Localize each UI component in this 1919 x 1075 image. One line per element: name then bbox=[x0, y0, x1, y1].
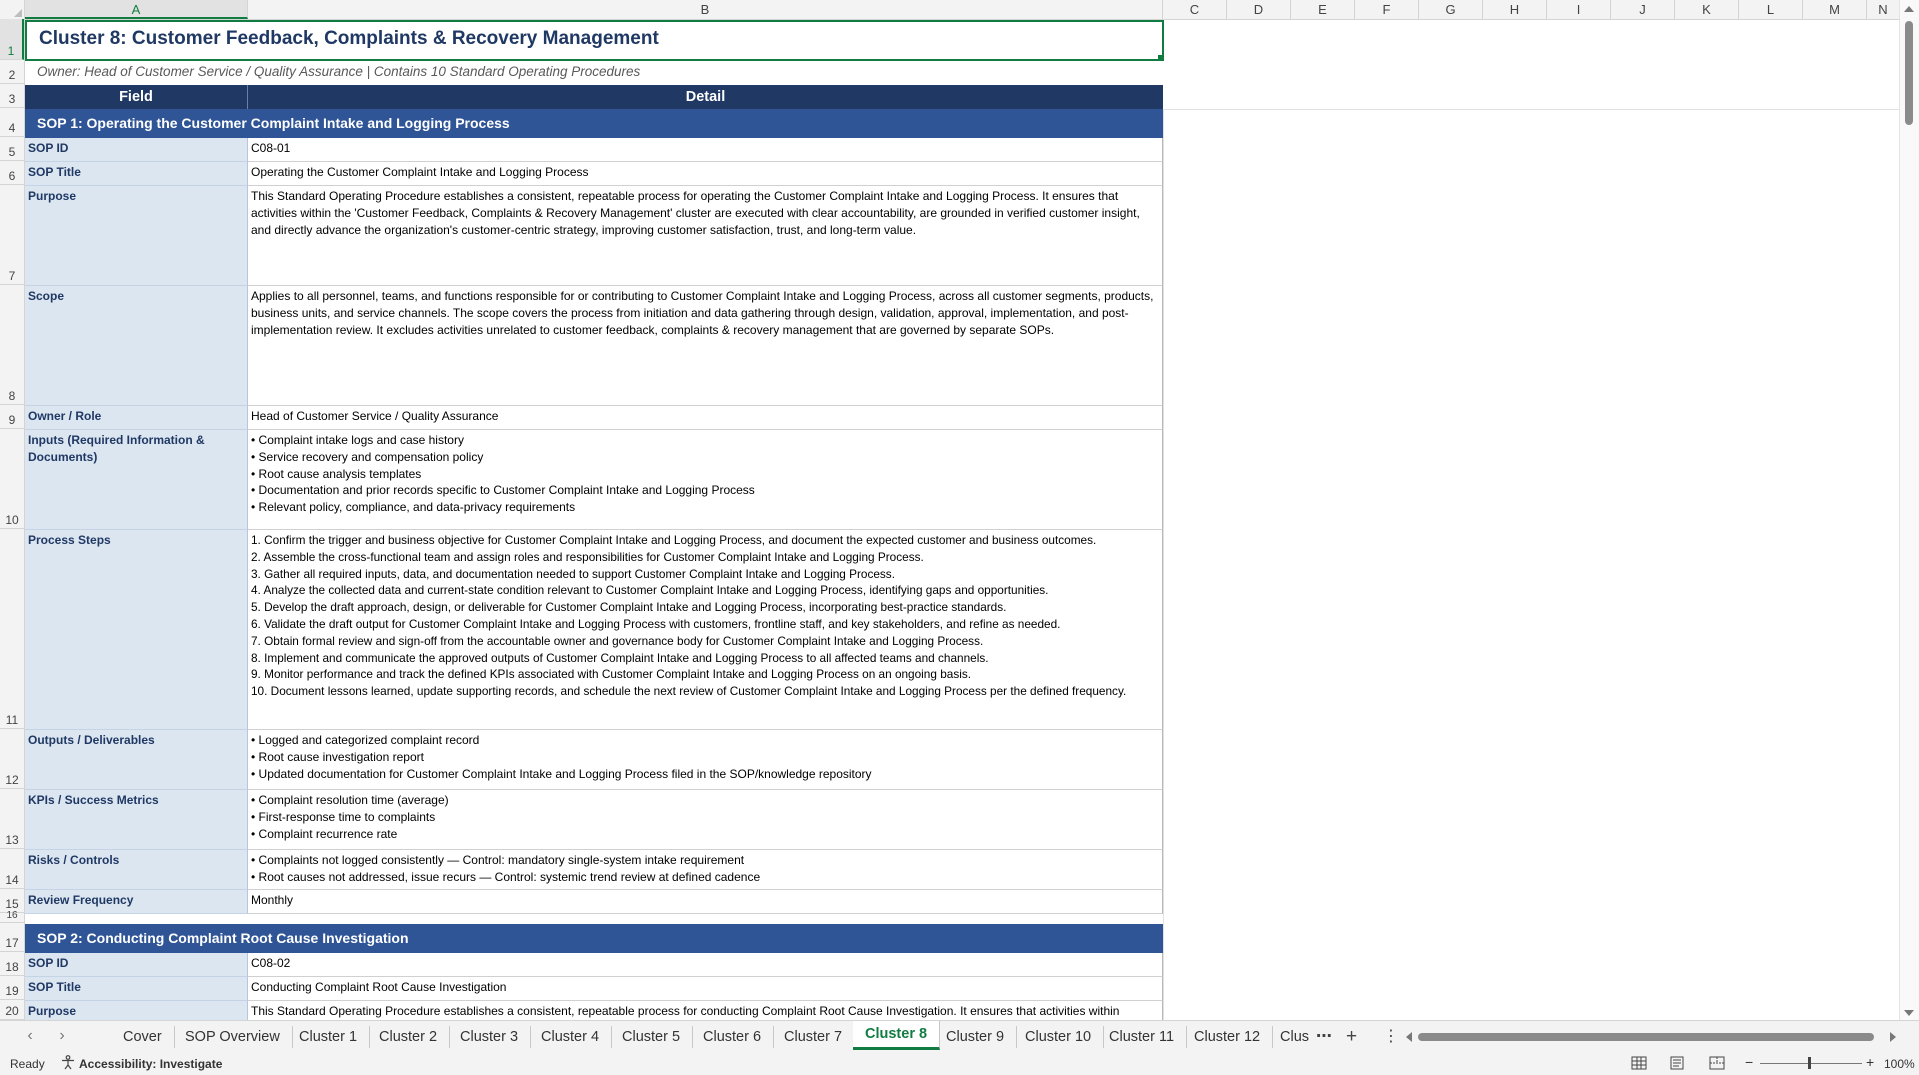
sheet-tab-sop-overview[interactable]: SOP Overview bbox=[173, 1026, 293, 1048]
sheet-tab-truncated[interactable]: Clus bbox=[1280, 1029, 1310, 1045]
detail-value[interactable]: C08-01 bbox=[248, 138, 1163, 162]
vertical-scrollbar[interactable] bbox=[1899, 0, 1919, 1020]
detail-value[interactable]: Applies to all personnel, teams, and functions responsible for or contributing to Customer Complaint Intake and Logging Process, across all customer segments, products, business units, and service channels. The scope covers the process from initiation and data gathering through design, validation, approval, implementation, and post-implementation review. It excludes activities unrelated to customer feedback, complaints & recovery management that are governed by separate SOPs. bbox=[248, 286, 1163, 406]
zoom-level[interactable]: 100% bbox=[1884, 1057, 1915, 1071]
column-header-n[interactable]: N bbox=[1867, 0, 1900, 19]
accessibility-status[interactable]: Accessibility: Investigate bbox=[79, 1057, 223, 1071]
sheet-title[interactable]: Cluster 8: Customer Feedback, Complaints & Recovery Management bbox=[25, 20, 1164, 61]
sheet-tab-bar bbox=[0, 1020, 1919, 1053]
normal-view-icon[interactable] bbox=[1630, 1055, 1650, 1071]
gridline bbox=[1163, 109, 1164, 1020]
field-label[interactable]: SOP Title bbox=[25, 977, 248, 1001]
column-header-i[interactable]: I bbox=[1547, 0, 1611, 19]
sheet-tab-cluster-6[interactable]: Cluster 6 bbox=[691, 1026, 774, 1048]
detail-value[interactable]: • Logged and categorized complaint record • Root cause investigation report • Updated documentation for Customer Complaint Intake and Logging Process filed in the SOP/knowledge repository bbox=[248, 730, 1163, 790]
scroll-right-icon[interactable] bbox=[1890, 1032, 1896, 1042]
row-header[interactable]: 2 bbox=[0, 60, 24, 84]
field-label[interactable]: SOP ID bbox=[25, 138, 248, 162]
row-header[interactable]: 6 bbox=[0, 161, 24, 185]
field-label[interactable]: Process Steps bbox=[25, 530, 248, 730]
column-header-e[interactable]: E bbox=[1291, 0, 1355, 19]
column-header-a[interactable]: A bbox=[25, 0, 248, 19]
sheet-tab-cluster-10[interactable]: Cluster 10 bbox=[1013, 1026, 1104, 1048]
sheet-tab-cluster-9[interactable]: Cluster 9 bbox=[934, 1026, 1017, 1048]
detail-value[interactable]: • Complaints not logged consistently — Control: mandatory single-system intake requirement • Root causes not addressed, issue recurs — Control: systemic trend review at defined cadence bbox=[248, 850, 1163, 890]
sheet-tab-cover[interactable]: Cover bbox=[111, 1026, 175, 1048]
zoom-slider-track[interactable] bbox=[1760, 1063, 1862, 1064]
tab-scroll-left-icon[interactable]: ‹ bbox=[27, 1027, 33, 1044]
scroll-down-icon[interactable] bbox=[1904, 1010, 1914, 1016]
row-header[interactable]: 1 bbox=[0, 19, 24, 60]
field-label[interactable]: Scope bbox=[25, 286, 248, 406]
detail-value[interactable]: Operating the Customer Complaint Intake and Logging Process bbox=[248, 162, 1163, 186]
status-bar bbox=[0, 1052, 1919, 1075]
field-label[interactable]: SOP Title bbox=[25, 162, 248, 186]
header-field[interactable]: Field bbox=[25, 85, 248, 109]
field-label[interactable]: SOP ID bbox=[25, 953, 248, 977]
sheet-tab-cluster-5[interactable]: Cluster 5 bbox=[610, 1026, 693, 1048]
column-header-bar bbox=[0, 0, 1900, 20]
page-break-view-icon[interactable] bbox=[1708, 1055, 1728, 1071]
row-header[interactable]: 14 bbox=[0, 849, 24, 889]
row-header[interactable]: 9 bbox=[0, 405, 24, 429]
row-header[interactable]: 7 bbox=[0, 185, 24, 285]
row-header-bar bbox=[0, 19, 25, 1020]
header-detail[interactable]: Detail bbox=[248, 85, 1163, 109]
column-header-k[interactable]: K bbox=[1675, 0, 1739, 19]
row-header[interactable]: 19 bbox=[0, 976, 24, 1000]
detail-value[interactable]: Conducting Complaint Root Cause Investigation bbox=[248, 977, 1163, 1001]
detail-value[interactable]: This Standard Operating Procedure establishes a consistent, repeatable process for conducting Complaint Root Cause Investigation. It ensures that activities within bbox=[248, 1001, 1163, 1020]
page-layout-view-icon[interactable] bbox=[1668, 1055, 1688, 1071]
worksheet-grid[interactable] bbox=[25, 20, 1900, 1020]
field-label[interactable]: Review Frequency bbox=[25, 890, 248, 914]
row-header[interactable]: 20 bbox=[0, 1000, 24, 1020]
select-all-corner[interactable] bbox=[0, 0, 25, 19]
row-header[interactable]: 11 bbox=[0, 529, 24, 729]
scroll-up-icon[interactable] bbox=[1904, 6, 1914, 12]
detail-value[interactable]: • Complaint resolution time (average) • First-response time to complaints • Complaint recurrence rate bbox=[248, 790, 1163, 850]
more-tabs-icon[interactable]: ⋯ bbox=[1316, 1028, 1332, 1045]
field-label[interactable]: Inputs (Required Information & Documents) bbox=[25, 430, 248, 530]
sheet-tab-cluster-3[interactable]: Cluster 3 bbox=[448, 1026, 531, 1048]
row-header[interactable]: 17 bbox=[0, 923, 24, 952]
sheet-options-icon[interactable]: ⋮ bbox=[1383, 1028, 1399, 1045]
sheet-tab-cluster-12[interactable]: Cluster 12 bbox=[1182, 1026, 1273, 1048]
row-header[interactable]: 8 bbox=[0, 285, 24, 405]
sheet-tab-cluster-1[interactable]: Cluster 1 bbox=[287, 1026, 370, 1048]
sheet-tab-cluster-11[interactable]: Cluster 11 bbox=[1097, 1026, 1187, 1048]
vertical-scroll-thumb[interactable] bbox=[1905, 21, 1913, 125]
tab-scroll-right-icon[interactable]: › bbox=[59, 1027, 65, 1044]
row-header[interactable]: 12 bbox=[0, 729, 24, 789]
sheet-tab-cluster-7[interactable]: Cluster 7 bbox=[772, 1026, 855, 1048]
detail-value[interactable]: 1. Confirm the trigger and business objective for Customer Complaint Intake and Logging Process, and document the expected customer and business outcomes. 2. Assemble the cross-functional team and assign roles and responsibilities for Customer Complaint Intake and Logging Process. 3. Gather all required inputs, data, and documentation needed to support Customer Complaint Intake and Logging Process. 4. Analyze the collected data and current-state condition relevant to Customer Complaint Intake and Logging Process, identifying gaps and opportunities. 5. Develop the draft approach, design, or deliverable for Customer Complaint Intake and Logging Process, incorporating best-practice standards. 6. Validate the draft output for Customer Complaint Intake and Logging Process with customers, frontline staff, and key stakeholders, and refine as needed. 7. Obtain formal review and sign-off from the accountable owner and governance body for Customer Complaint Intake and Logging Process. 8. Implement and communicate the approved outputs of Customer Complaint Intake and Logging Process to all affected teams and channels. 9. Monitor performance and track the defined KPIs associated with Customer Complaint Intake and Logging Process on an ongoing basis. 10. Document lessons learned, update supporting records, and schedule the next review of Customer Complaint Intake and Logging Process per the defined frequency. bbox=[248, 530, 1163, 730]
sheet-subtitle[interactable]: Owner: Head of Customer Service / Quality Assurance | Contains 10 Standard Operating Procedures bbox=[37, 64, 641, 79]
column-header-c[interactable]: C bbox=[1163, 0, 1227, 19]
column-header-l[interactable]: L bbox=[1739, 0, 1803, 19]
field-label[interactable]: Owner / Role bbox=[25, 406, 248, 430]
column-header-d[interactable]: D bbox=[1227, 0, 1291, 19]
add-sheet-icon[interactable]: + bbox=[1346, 1026, 1358, 1047]
column-header-f[interactable]: F bbox=[1355, 0, 1419, 19]
row-header[interactable]: 18 bbox=[0, 952, 24, 976]
gridline bbox=[1163, 109, 1900, 110]
row-header[interactable]: 16 bbox=[0, 913, 24, 923]
field-label[interactable]: Purpose bbox=[25, 1001, 248, 1020]
zoom-out-icon[interactable]: − bbox=[1745, 1054, 1754, 1070]
sheet-tab-cluster-4[interactable]: Cluster 4 bbox=[529, 1026, 612, 1048]
detail-value[interactable]: Monthly bbox=[248, 890, 1163, 914]
scroll-left-icon[interactable] bbox=[1406, 1032, 1412, 1042]
detail-value[interactable]: This Standard Operating Procedure establishes a consistent, repeatable process for operating the Customer Complaint Intake and Logging Process. It ensures that activities within the 'Customer Feedback, Complaints & Recovery Management' cluster are executed with clear accountability, are grounded in verified customer insight, and directly advance the organization's customer-centric strategy, improving customer satisfaction, trust, and long-term value. bbox=[248, 186, 1163, 286]
detail-value[interactable]: Head of Customer Service / Quality Assurance bbox=[248, 406, 1163, 430]
detail-value[interactable]: • Complaint intake logs and case history • Service recovery and compensation policy • Root cause analysis templates • Documentation and prior records specific to Customer Complaint Intake and Logging Process • Relevant policy, compliance, and data-privacy requirements bbox=[248, 430, 1163, 530]
zoom-in-icon[interactable]: + bbox=[1866, 1054, 1875, 1070]
field-label[interactable]: KPIs / Success Metrics bbox=[25, 790, 248, 850]
row-header[interactable]: 15 bbox=[0, 889, 24, 913]
accessibility-icon[interactable] bbox=[61, 1055, 75, 1073]
status-ready: Ready bbox=[10, 1057, 45, 1071]
row-header[interactable]: 10 bbox=[0, 429, 24, 529]
column-header-j[interactable]: J bbox=[1611, 0, 1675, 19]
sop-band[interactable]: SOP 1: Operating the Customer Complaint Intake and Logging Process bbox=[25, 109, 1163, 138]
detail-value[interactable]: C08-02 bbox=[248, 953, 1163, 977]
column-header-h[interactable]: H bbox=[1483, 0, 1547, 19]
row-header[interactable]: 13 bbox=[0, 789, 24, 849]
zoom-slider-thumb[interactable] bbox=[1808, 1057, 1811, 1069]
column-header-b[interactable]: B bbox=[248, 0, 1163, 19]
column-header-g[interactable]: G bbox=[1419, 0, 1483, 19]
field-label[interactable]: Purpose bbox=[25, 186, 248, 286]
horizontal-scroll-thumb[interactable] bbox=[1418, 1033, 1874, 1041]
row-header[interactable]: 3 bbox=[0, 84, 24, 108]
horizontal-scrollbar[interactable] bbox=[1404, 1031, 1900, 1043]
sheet-tab-cluster-8[interactable]: Cluster 8 bbox=[853, 1021, 940, 1050]
row-header[interactable]: 4 bbox=[0, 108, 24, 137]
field-label[interactable]: Outputs / Deliverables bbox=[25, 730, 248, 790]
row-header[interactable]: 5 bbox=[0, 137, 24, 161]
field-label[interactable]: Risks / Controls bbox=[25, 850, 248, 890]
sop-band[interactable]: SOP 2: Conducting Complaint Root Cause Investigation bbox=[25, 924, 1163, 953]
column-header-m[interactable]: M bbox=[1803, 0, 1867, 19]
sheet-tab-cluster-2[interactable]: Cluster 2 bbox=[367, 1026, 450, 1048]
